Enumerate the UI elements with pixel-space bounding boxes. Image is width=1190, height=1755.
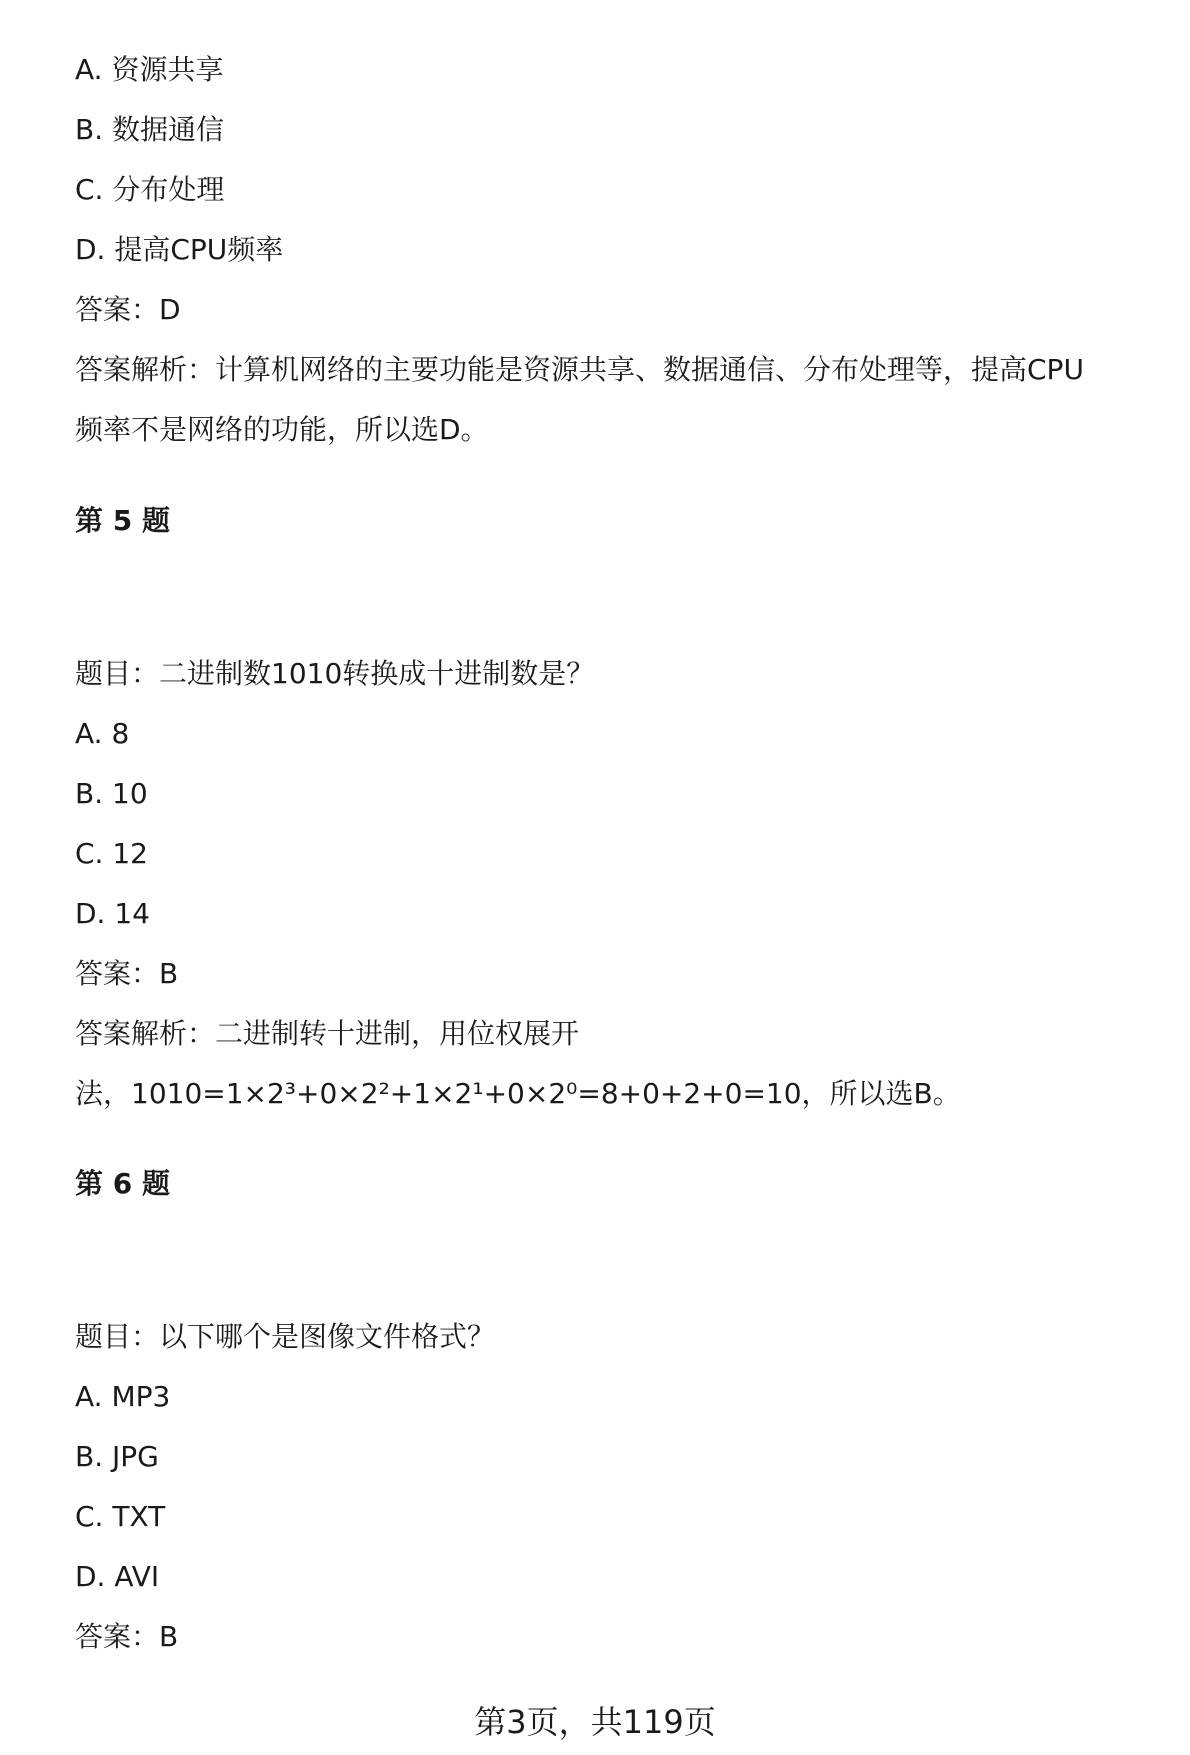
q5-option-c: C. 12 (75, 837, 148, 870)
q4-option-b: B. 数据通信 (75, 113, 225, 146)
q5-heading: 第 5 题 (75, 504, 170, 537)
q4-option-a: A. 资源共享 (75, 53, 224, 86)
q4-explanation-line1: 答案解析：计算机网络的主要功能是资源共享、数据通信、分布处理等，提高CPU (75, 353, 1084, 386)
q5-answer: 答案：B (75, 957, 179, 990)
q6-answer: 答案：B (75, 1620, 179, 1653)
q4-explanation-line2: 频率不是网络的功能，所以选D。 (75, 413, 489, 446)
q5-explanation-line1: 答案解析：二进制转十进制，用位权展开 (75, 1017, 580, 1050)
q5-explanation-line2: 法，1010=1×2³+0×2²+1×2¹+0×2⁰=8+0+2+0=10，所以选B。 (75, 1077, 961, 1110)
q6-option-b: B. JPG (75, 1440, 159, 1473)
q6-option-a: A. MP3 (75, 1380, 171, 1413)
q5-question: 题目：二进制数1010转换成十进制数是？ (75, 657, 595, 690)
q6-option-c: C. TXT (75, 1500, 166, 1533)
page-number: 第3页，共119页 (474, 1703, 716, 1741)
q5-option-b: B. 10 (75, 777, 148, 810)
q4-option-c: C. 分布处理 (75, 173, 225, 206)
q6-question: 题目：以下哪个是图像文件格式？ (75, 1320, 496, 1353)
q5-option-d: D. 14 (75, 897, 150, 930)
q4-option-d: D. 提高CPU频率 (75, 233, 284, 266)
q5-option-a: A. 8 (75, 717, 130, 750)
q4-answer: 答案：D (75, 293, 181, 326)
q6-option-d: D. AVI (75, 1560, 160, 1593)
q6-heading: 第 6 题 (75, 1167, 170, 1200)
